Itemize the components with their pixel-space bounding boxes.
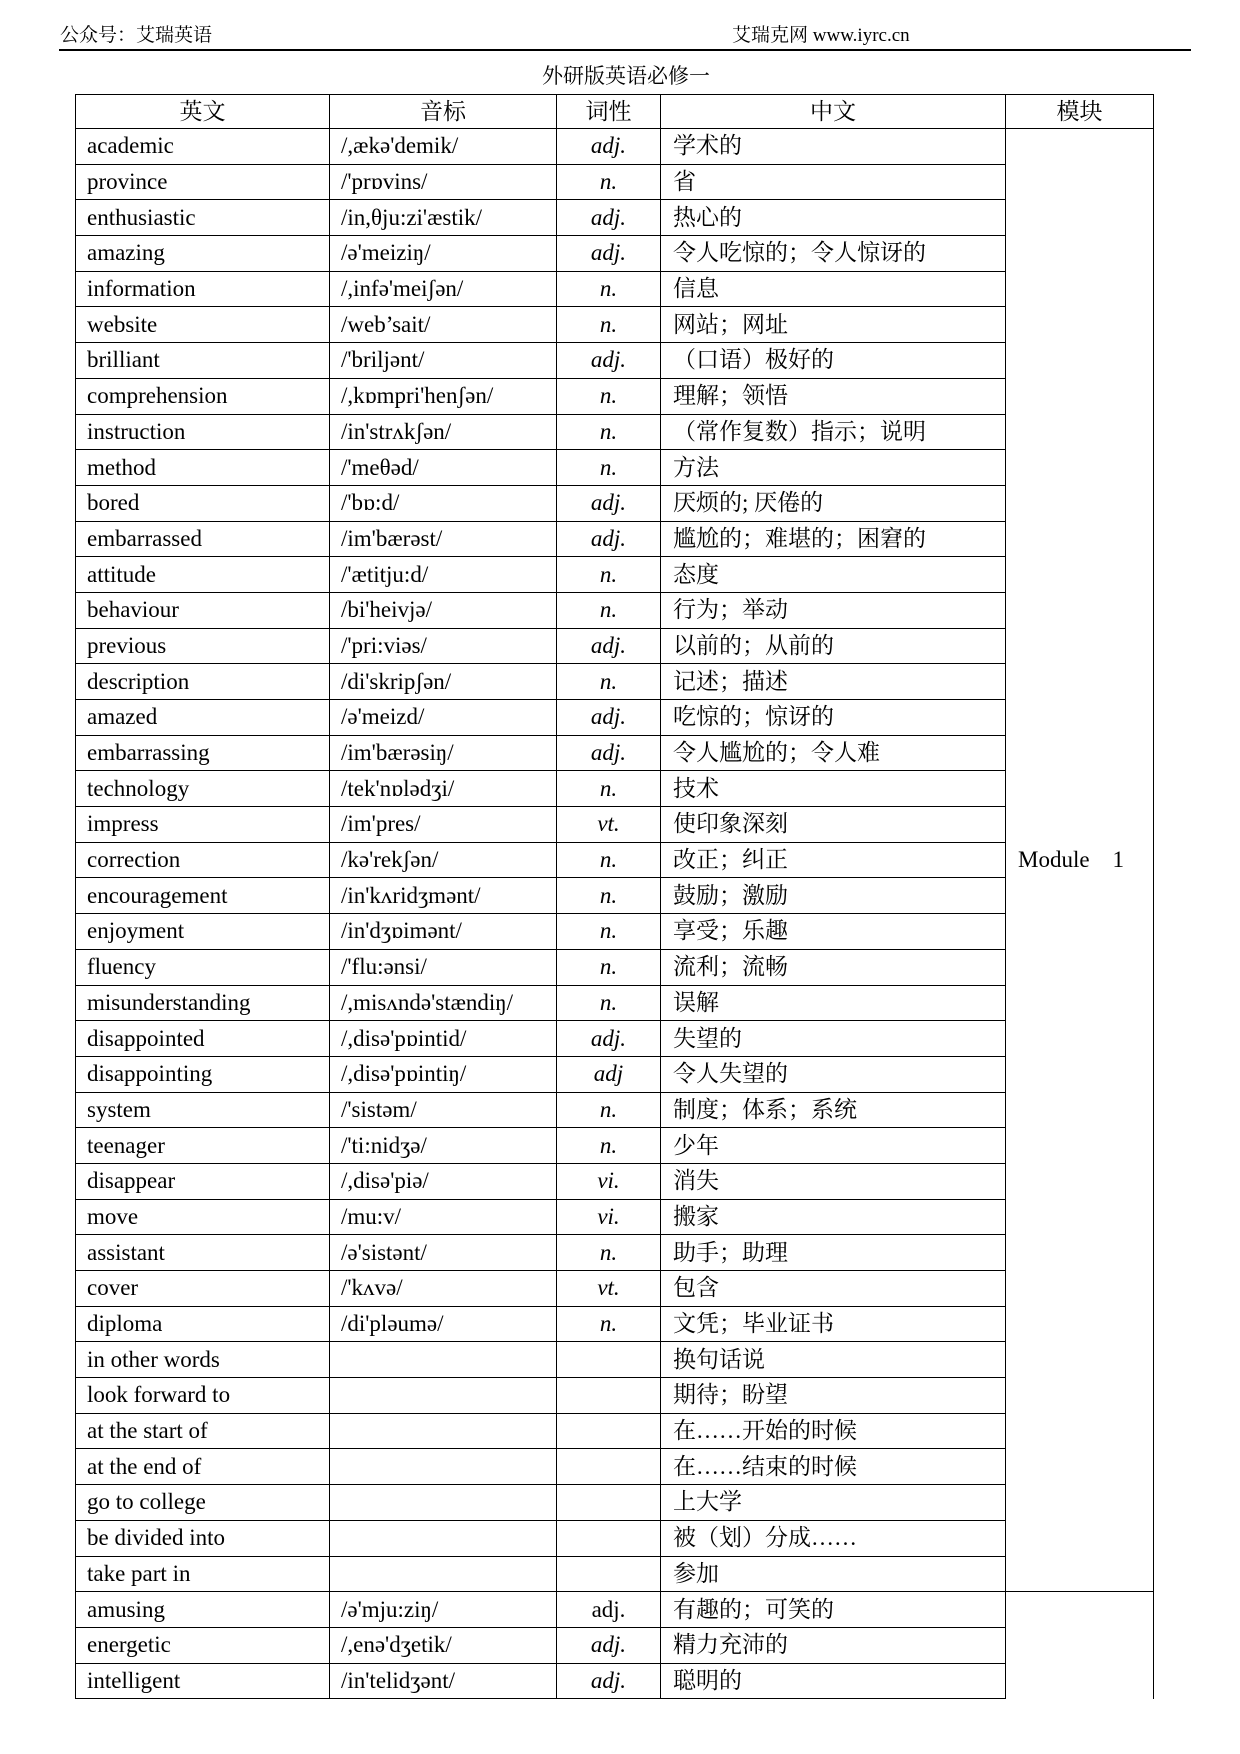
pos-cell: n.: [557, 592, 661, 628]
vocab-row: [76, 1592, 1154, 1628]
word-cell: attitude: [76, 557, 330, 593]
vocab-row: [76, 807, 1154, 843]
meaning-cell: 令人失望的: [661, 1056, 1006, 1092]
meaning-cell: 尴尬的；难堪的；困窘的: [661, 521, 1006, 557]
vocab-row: [76, 557, 1154, 593]
vocab-row: [76, 949, 1154, 985]
word-cell: cover: [76, 1271, 330, 1307]
pos-cell: n.: [557, 949, 661, 985]
word-cell: comprehension: [76, 378, 330, 414]
vocab-row: [76, 521, 1154, 557]
vocab-row: [76, 1449, 1154, 1485]
phonetic-cell: /'briljənt/: [330, 343, 557, 379]
phonetic-cell: /'kʌvə/: [330, 1271, 557, 1307]
meaning-cell: 制度；体系；系统: [661, 1092, 1006, 1128]
vocab-row: [76, 1163, 1154, 1199]
pos-cell: adj.: [557, 343, 661, 379]
word-cell: information: [76, 271, 330, 307]
phonetic-cell: /in'telidʒənt/: [330, 1663, 557, 1699]
pos-cell: [557, 1449, 661, 1485]
phonetic-cell: /ə'sistənt/: [330, 1235, 557, 1271]
phonetic-cell: [330, 1556, 557, 1592]
vocab-row: [76, 1021, 1154, 1057]
phonetic-cell: /in'strʌkʃən/: [330, 414, 557, 450]
pos-cell: n.: [557, 878, 661, 914]
phonetic-cell: /'ti:nidʒə/: [330, 1128, 557, 1164]
pos-cell: adj.: [557, 628, 661, 664]
pos-cell: vt.: [557, 1271, 661, 1307]
meaning-cell: 技术: [661, 771, 1006, 807]
meaning-cell: 在……结束的时候: [661, 1449, 1006, 1485]
phonetic-cell: /in'kʌridʒmənt/: [330, 878, 557, 914]
meaning-cell: 搬家: [661, 1199, 1006, 1235]
phonetic-cell: /,disə'pɒintiŋ/: [330, 1056, 557, 1092]
word-cell: energetic: [76, 1627, 330, 1663]
pos-cell: [557, 1378, 661, 1414]
pos-cell: adj.: [557, 700, 661, 736]
pos-cell: [557, 1342, 661, 1378]
vocab-row: [76, 1128, 1154, 1164]
table-body: [76, 129, 1154, 1699]
phonetic-cell: /,kɒmpri'henʃən/: [330, 378, 557, 414]
word-cell: amusing: [76, 1592, 330, 1628]
word-cell: in other words: [76, 1342, 330, 1378]
vocab-row: [76, 1556, 1154, 1592]
page-header-right: 艾瑞克网 www.iyrc.cn: [732, 25, 910, 46]
phonetic-cell: /'meθəd/: [330, 450, 557, 486]
word-cell: province: [76, 164, 330, 200]
word-cell: impress: [76, 807, 330, 843]
pos-cell: adj.: [557, 1592, 661, 1628]
phonetic-cell: /di'skripʃən/: [330, 664, 557, 700]
header-pos: 词性: [557, 95, 661, 129]
vocab-row: [76, 628, 1154, 664]
meaning-cell: （常作复数）指示；说明: [661, 414, 1006, 450]
phonetic-cell: /,infə'meiʃən/: [330, 271, 557, 307]
pos-cell: adj.: [557, 200, 661, 236]
vocab-row: [76, 1627, 1154, 1663]
vocab-row: [76, 1663, 1154, 1699]
phonetic-cell: /ə'meiziŋ/: [330, 236, 557, 272]
vocab-row: [76, 1306, 1154, 1342]
meaning-cell: 态度: [661, 557, 1006, 593]
meaning-cell: 参加: [661, 1556, 1006, 1592]
vocab-row: [76, 129, 1154, 165]
phonetic-cell: [330, 1413, 557, 1449]
meaning-cell: 文凭；毕业证书: [661, 1306, 1006, 1342]
word-cell: amazed: [76, 700, 330, 736]
vocab-row: [76, 1413, 1154, 1449]
word-cell: behaviour: [76, 592, 330, 628]
meaning-cell: 令人尴尬的；令人难: [661, 735, 1006, 771]
word-cell: disappointed: [76, 1021, 330, 1057]
meaning-cell: 助手；助理: [661, 1235, 1006, 1271]
phonetic-cell: /,misʌndə'stændiŋ/: [330, 985, 557, 1021]
word-cell: enthusiastic: [76, 200, 330, 236]
pos-cell: n.: [557, 307, 661, 343]
meaning-cell: 期待；盼望: [661, 1378, 1006, 1414]
meaning-cell: 省: [661, 164, 1006, 200]
meaning-cell: 失望的: [661, 1021, 1006, 1057]
word-cell: look forward to: [76, 1378, 330, 1414]
vocab-row: [76, 664, 1154, 700]
word-cell: intelligent: [76, 1663, 330, 1699]
phonetic-cell: /tek'nɒlədʒi/: [330, 771, 557, 807]
pos-cell: n.: [557, 557, 661, 593]
header-module: 模块: [1006, 95, 1154, 129]
meaning-cell: 方法: [661, 450, 1006, 486]
word-cell: take part in: [76, 1556, 330, 1592]
pos-cell: [557, 1485, 661, 1521]
meaning-cell: 换句话说: [661, 1342, 1006, 1378]
header-english: 英文: [76, 95, 330, 129]
word-cell: disappear: [76, 1163, 330, 1199]
word-cell: system: [76, 1092, 330, 1128]
vocab-row: [76, 485, 1154, 521]
vocab-row: [76, 1378, 1154, 1414]
vocab-row: [76, 1056, 1154, 1092]
word-cell: previous: [76, 628, 330, 664]
pos-cell: n.: [557, 842, 661, 878]
pos-cell: adj.: [557, 1627, 661, 1663]
meaning-cell: 享受；乐趣: [661, 914, 1006, 950]
pos-cell: vt.: [557, 807, 661, 843]
vocab-row: [76, 236, 1154, 272]
word-cell: method: [76, 450, 330, 486]
vocab-row: [76, 307, 1154, 343]
word-cell: correction: [76, 842, 330, 878]
word-cell: go to college: [76, 1485, 330, 1521]
vocab-row: [76, 271, 1154, 307]
vocab-row: [76, 735, 1154, 771]
vocab-row: [76, 164, 1154, 200]
pos-cell: adj.: [557, 1021, 661, 1057]
vocab-row: [76, 200, 1154, 236]
vocab-row: [76, 914, 1154, 950]
phonetic-cell: /,ækə'demik/: [330, 129, 557, 165]
pos-cell: vi.: [557, 1199, 661, 1235]
word-cell: description: [76, 664, 330, 700]
word-cell: website: [76, 307, 330, 343]
vocab-row: [76, 1485, 1154, 1521]
meaning-cell: 理解；领悟: [661, 378, 1006, 414]
meaning-cell: 上大学: [661, 1485, 1006, 1521]
pos-cell: [557, 1413, 661, 1449]
pos-cell: n.: [557, 414, 661, 450]
pos-cell: n.: [557, 378, 661, 414]
meaning-cell: 在……开始的时候: [661, 1413, 1006, 1449]
vocab-row: [76, 378, 1154, 414]
pos-cell: adj.: [557, 521, 661, 557]
meaning-cell: 使印象深刻: [661, 807, 1006, 843]
phonetic-cell: /'bɒ:d/: [330, 485, 557, 521]
phonetic-cell: /kə'rekʃən/: [330, 842, 557, 878]
vocab-row: [76, 1092, 1154, 1128]
vocab-row: [76, 450, 1154, 486]
meaning-cell: （口语）极好的: [661, 343, 1006, 379]
phonetic-cell: /'pri:viəs/: [330, 628, 557, 664]
meaning-cell: 记述；描述: [661, 664, 1006, 700]
meaning-cell: 有趣的；可笑的: [661, 1592, 1006, 1628]
pos-cell: n.: [557, 1092, 661, 1128]
vocab-row: [76, 1235, 1154, 1271]
phonetic-cell: [330, 1485, 557, 1521]
module-cell: [1006, 1592, 1154, 1699]
word-cell: brilliant: [76, 343, 330, 379]
meaning-cell: 聪明的: [661, 1663, 1006, 1699]
meaning-cell: 厌烦的; 厌倦的: [661, 485, 1006, 521]
word-cell: amazing: [76, 236, 330, 272]
word-cell: embarrassed: [76, 521, 330, 557]
phonetic-cell: /'flu:ənsi/: [330, 949, 557, 985]
phonetic-cell: /ə'mju:ziŋ/: [330, 1592, 557, 1628]
meaning-cell: 吃惊的；惊讶的: [661, 700, 1006, 736]
meaning-cell: 行为；举动: [661, 592, 1006, 628]
meaning-cell: 鼓励；激励: [661, 878, 1006, 914]
page-header-left: 公众号：艾瑞英语: [60, 25, 213, 46]
meaning-cell: 流利；流畅: [661, 949, 1006, 985]
meaning-cell: 误解: [661, 985, 1006, 1021]
meaning-cell: 消失: [661, 1163, 1006, 1199]
meaning-cell: 热心的: [661, 200, 1006, 236]
vocab-row: [76, 592, 1154, 628]
word-cell: embarrassing: [76, 735, 330, 771]
meaning-cell: 包含: [661, 1271, 1006, 1307]
meaning-cell: 信息: [661, 271, 1006, 307]
vocab-row: [76, 985, 1154, 1021]
vocabulary-table: [75, 94, 1154, 1699]
word-cell: teenager: [76, 1128, 330, 1164]
phonetic-cell: [330, 1378, 557, 1414]
phonetic-cell: /mu:v/: [330, 1199, 557, 1235]
word-cell: at the start of: [76, 1413, 330, 1449]
phonetic-cell: [330, 1449, 557, 1485]
word-cell: diploma: [76, 1306, 330, 1342]
pos-cell: n.: [557, 1306, 661, 1342]
meaning-cell: 以前的；从前的: [661, 628, 1006, 664]
phonetic-cell: /'ætitju:d/: [330, 557, 557, 593]
phonetic-cell: [330, 1342, 557, 1378]
pos-cell: n.: [557, 771, 661, 807]
pos-cell: n.: [557, 1235, 661, 1271]
vocab-row: [76, 414, 1154, 450]
pos-cell: adj: [557, 1056, 661, 1092]
word-cell: bored: [76, 485, 330, 521]
phonetic-cell: /,enə'dʒetik/: [330, 1627, 557, 1663]
vocab-row: [76, 1520, 1154, 1556]
vocab-row: [76, 1199, 1154, 1235]
module-cell: Module 1: [1006, 129, 1154, 1592]
meaning-cell: 被（划）分成……: [661, 1520, 1006, 1556]
meaning-cell: 学术的: [661, 129, 1006, 165]
header-rule: [59, 49, 1191, 51]
phonetic-cell: /,disə'piə/: [330, 1163, 557, 1199]
meaning-cell: 精力充沛的: [661, 1627, 1006, 1663]
phonetic-cell: /,disə'pɒintid/: [330, 1021, 557, 1057]
vocab-row: [76, 878, 1154, 914]
word-cell: be divided into: [76, 1520, 330, 1556]
word-cell: fluency: [76, 949, 330, 985]
pos-cell: n.: [557, 164, 661, 200]
phonetic-cell: /in'dʒɒimənt/: [330, 914, 557, 950]
vocab-row: [76, 1271, 1154, 1307]
phonetic-cell: /im'pres/: [330, 807, 557, 843]
word-cell: move: [76, 1199, 330, 1235]
word-cell: disappointing: [76, 1056, 330, 1092]
word-cell: encouragement: [76, 878, 330, 914]
phonetic-cell: /'prɒvins/: [330, 164, 557, 200]
header-chinese: 中文: [661, 95, 1006, 129]
pos-cell: n.: [557, 664, 661, 700]
pos-cell: [557, 1520, 661, 1556]
pos-cell: adj.: [557, 1663, 661, 1699]
word-cell: at the end of: [76, 1449, 330, 1485]
document-title: 外研版英语必修一: [542, 64, 710, 88]
pos-cell: n.: [557, 985, 661, 1021]
pos-cell: n.: [557, 1128, 661, 1164]
phonetic-cell: /di'pləumə/: [330, 1306, 557, 1342]
word-cell: enjoyment: [76, 914, 330, 950]
pos-cell: adj.: [557, 485, 661, 521]
pos-cell: n.: [557, 450, 661, 486]
pos-cell: n.: [557, 914, 661, 950]
pos-cell: adj.: [557, 129, 661, 165]
phonetic-cell: /in,θju:zi'æstik/: [330, 200, 557, 236]
phonetic-cell: /im'bærəsiŋ/: [330, 735, 557, 771]
word-cell: technology: [76, 771, 330, 807]
pos-cell: vi.: [557, 1163, 661, 1199]
vocab-row: [76, 842, 1154, 878]
vocab-row: [76, 1342, 1154, 1378]
vocab-row: [76, 343, 1154, 379]
phonetic-cell: /'sistəm/: [330, 1092, 557, 1128]
pos-cell: adj.: [557, 236, 661, 272]
meaning-cell: 网站；网址: [661, 307, 1006, 343]
pos-cell: n.: [557, 271, 661, 307]
phonetic-cell: [330, 1520, 557, 1556]
pos-cell: adj.: [557, 735, 661, 771]
phonetic-cell: /bi'heivjə/: [330, 592, 557, 628]
meaning-cell: 令人吃惊的；令人惊讶的: [661, 236, 1006, 272]
table-header-row: [76, 95, 1154, 129]
vocab-row: [76, 700, 1154, 736]
pos-cell: [557, 1556, 661, 1592]
vocab-row: [76, 771, 1154, 807]
word-cell: academic: [76, 129, 330, 165]
meaning-cell: 改正；纠正: [661, 842, 1006, 878]
word-cell: instruction: [76, 414, 330, 450]
header-phonetic: 音标: [330, 95, 557, 129]
word-cell: misunderstanding: [76, 985, 330, 1021]
phonetic-cell: /ə'meizd/: [330, 700, 557, 736]
phonetic-cell: /web’sait/: [330, 307, 557, 343]
meaning-cell: 少年: [661, 1128, 1006, 1164]
phonetic-cell: /im'bærəst/: [330, 521, 557, 557]
word-cell: assistant: [76, 1235, 330, 1271]
